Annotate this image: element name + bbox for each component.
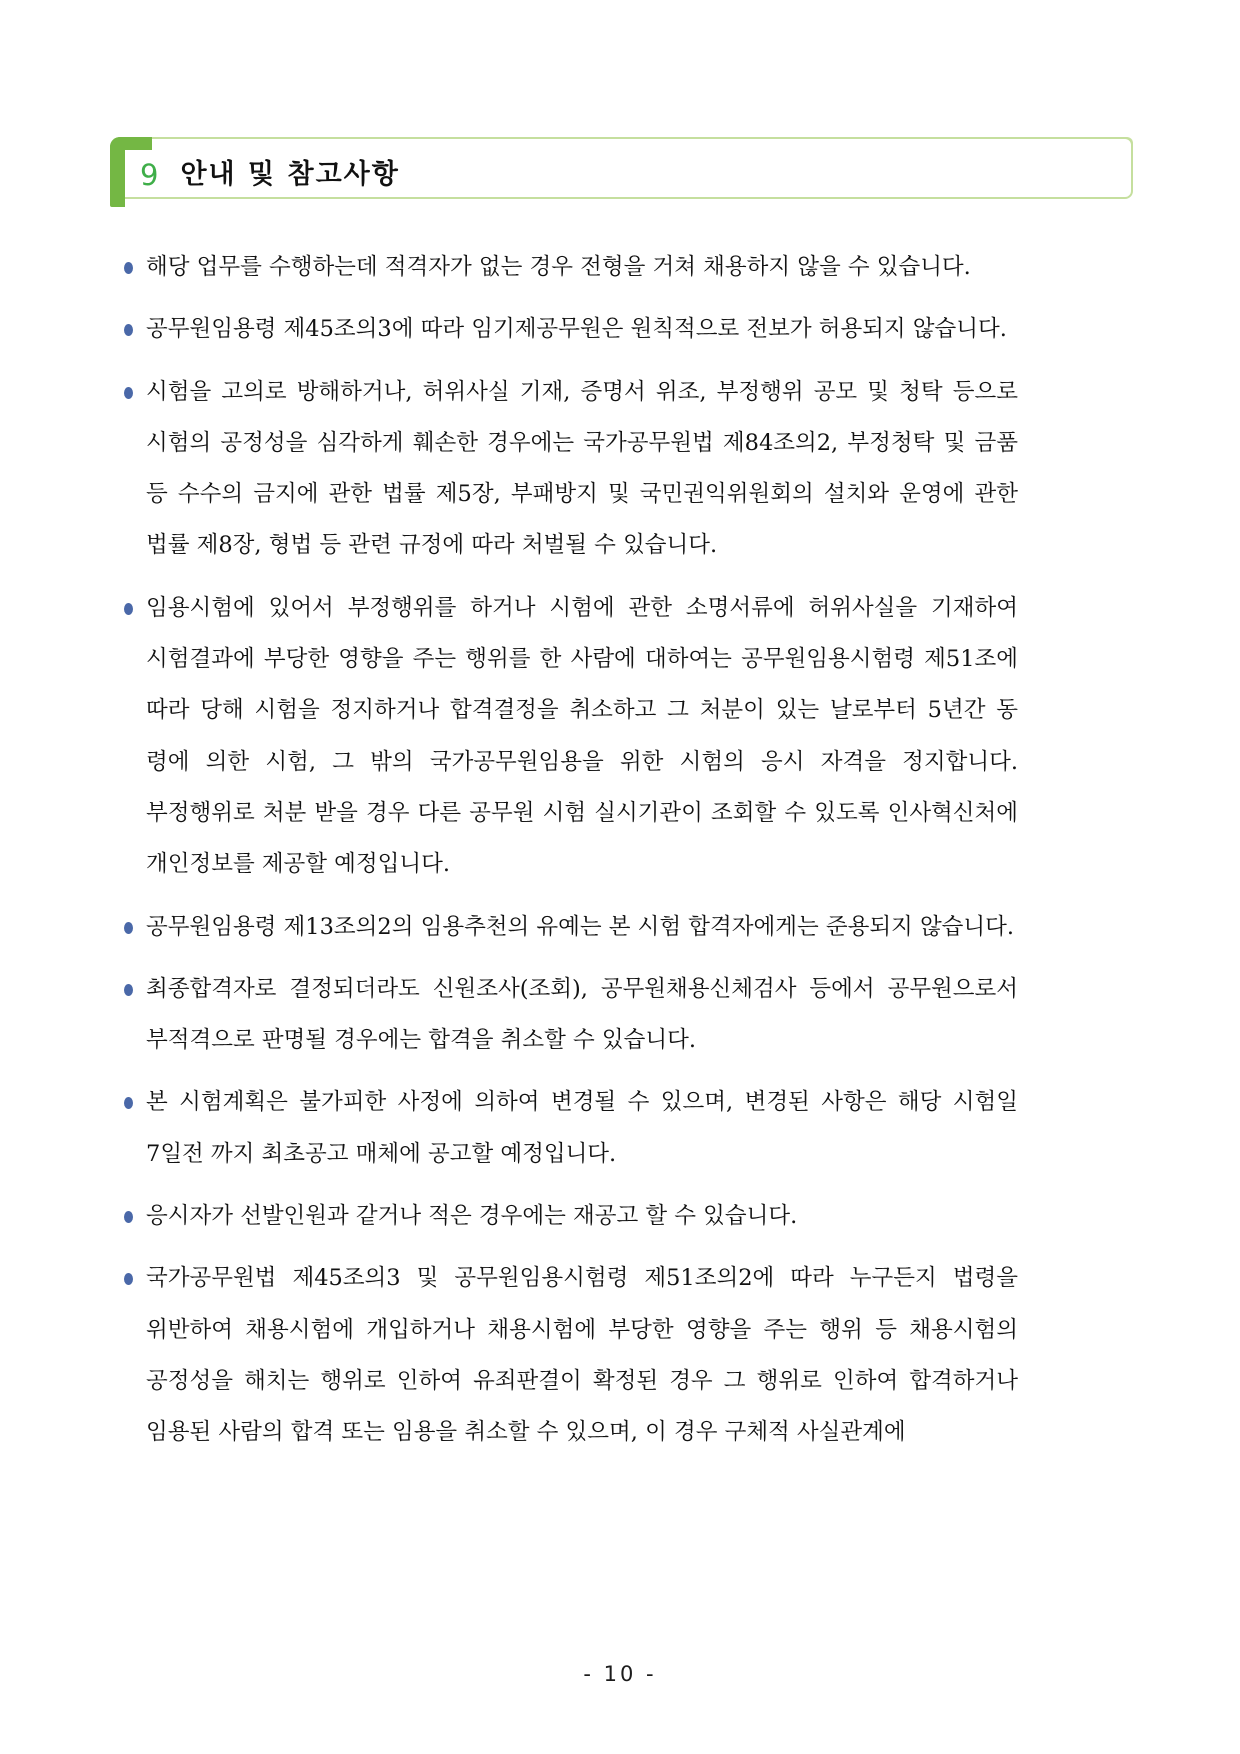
bullet-icon bbox=[124, 1097, 133, 1109]
note-text: 시험을 고의로 방해하거나, 허위사실 기재, 증명서 위조, 부정행위 공모 및 청탁 등으로 시험의 공정성을 심각하게 훼손한 경우에는 국가공무원법 제84조의2, 부정청탁 및 금품 등 수수의 금지에 관한 법률 제5장, 부패방지 및 국민권익위원회의 설치와 운영에 관한 법률 제8장, 형법 등 관련 규정에 따라 처벌될 수 있습니다. bbox=[146, 378, 1018, 559]
bullet-icon bbox=[124, 603, 133, 615]
page-title: 안내 및 참고사항 bbox=[180, 159, 400, 190]
notes-list bbox=[122, 242, 1018, 1470]
note-item bbox=[122, 964, 1018, 1067]
bullet-icon bbox=[124, 387, 133, 399]
section-header bbox=[110, 137, 1133, 199]
note-item bbox=[122, 1253, 1018, 1458]
bullet-icon bbox=[124, 1273, 133, 1285]
bullet-icon bbox=[124, 1211, 133, 1223]
note-text: 해당 업무를 수행하는데 적격자가 없는 경우 전형을 거쳐 채용하지 않을 수 있습니다. bbox=[146, 254, 971, 280]
note-text: 공무원임용령 제45조의3에 따라 임기제공무원은 원칙적으로 전보가 허용되지 않습니다. bbox=[146, 316, 1007, 343]
note-item bbox=[122, 367, 1018, 572]
note-text: 응시자가 선발인원과 같거나 적은 경우에는 재공고 할 수 있습니다. bbox=[146, 1203, 798, 1230]
header-title-row bbox=[136, 150, 1129, 199]
note-item bbox=[122, 242, 1018, 293]
note-item bbox=[122, 902, 1018, 953]
note-text: 국가공무원법 제45조의3 및 공무원임용시험령 제51조의2에 따라 누구든지 법령을 위반하여 채용시험에 개입하거나 채용시험에 부당한 영향을 주는 행위 등 채용시험의 공정성을 해치는 행위로 인하여 유죄판결이 확정된 경우 그 행위로 인하여 합격하거나 임용된 사람의 합격 또는 임용을 취소할 수 있으며, 이 경우 구체적 사실관계에 bbox=[146, 1265, 1018, 1446]
note-text: 공무원임용령 제13조의2의 임용추천의 유예는 본 시험 합격자에게는 준용되지 않습니다. bbox=[146, 913, 1015, 940]
bullet-icon bbox=[124, 262, 133, 274]
note-item bbox=[122, 304, 1018, 355]
note-text: 본 시험계획은 불가피한 사정에 의하여 변경될 수 있으며, 변경된 사항은 해당 시험일 7일전 까지 최초공고 매체에 공고할 예정입니다. bbox=[146, 1089, 1018, 1167]
section-number: 9 bbox=[140, 158, 159, 192]
page-number: - 10 - bbox=[583, 1662, 657, 1686]
bullet-icon bbox=[124, 324, 133, 336]
bullet-icon bbox=[124, 984, 133, 996]
note-item bbox=[122, 1191, 1018, 1242]
note-text: 최종합격자로 결정되더라도 신원조사(조회), 공무원채용신체검사 등에서 공무원으로서 부적격으로 판명될 경우에는 합격을 취소할 수 있습니다. bbox=[146, 975, 1018, 1054]
note-item bbox=[122, 1077, 1018, 1180]
bullet-icon bbox=[124, 922, 133, 934]
note-text: 임용시험에 있어서 부정행위를 하거나 시험에 관한 소명서류에 허위사실을 기재하여 시험결과에 부당한 영향을 주는 행위를 한 사람에 대하여는 공무원임용시험령 제51조에 따라 당해 시험을 정지하거나 합격결정을 취소하고 그 처분이 있는 날로부터 5년간 동 령에 의한 시험, 그 밖의 국가공무원임용을 위한 시험의 응시 자격을 정지합니다. 부정행위로 처분 받을 경우 다른 공무원 시험 실시기관이 조회할 수 있도록 인사혁신처에 개인정보를 제공할 예정입니다. bbox=[146, 594, 1018, 878]
header-accent-bar bbox=[110, 137, 125, 207]
note-item bbox=[122, 583, 1018, 891]
